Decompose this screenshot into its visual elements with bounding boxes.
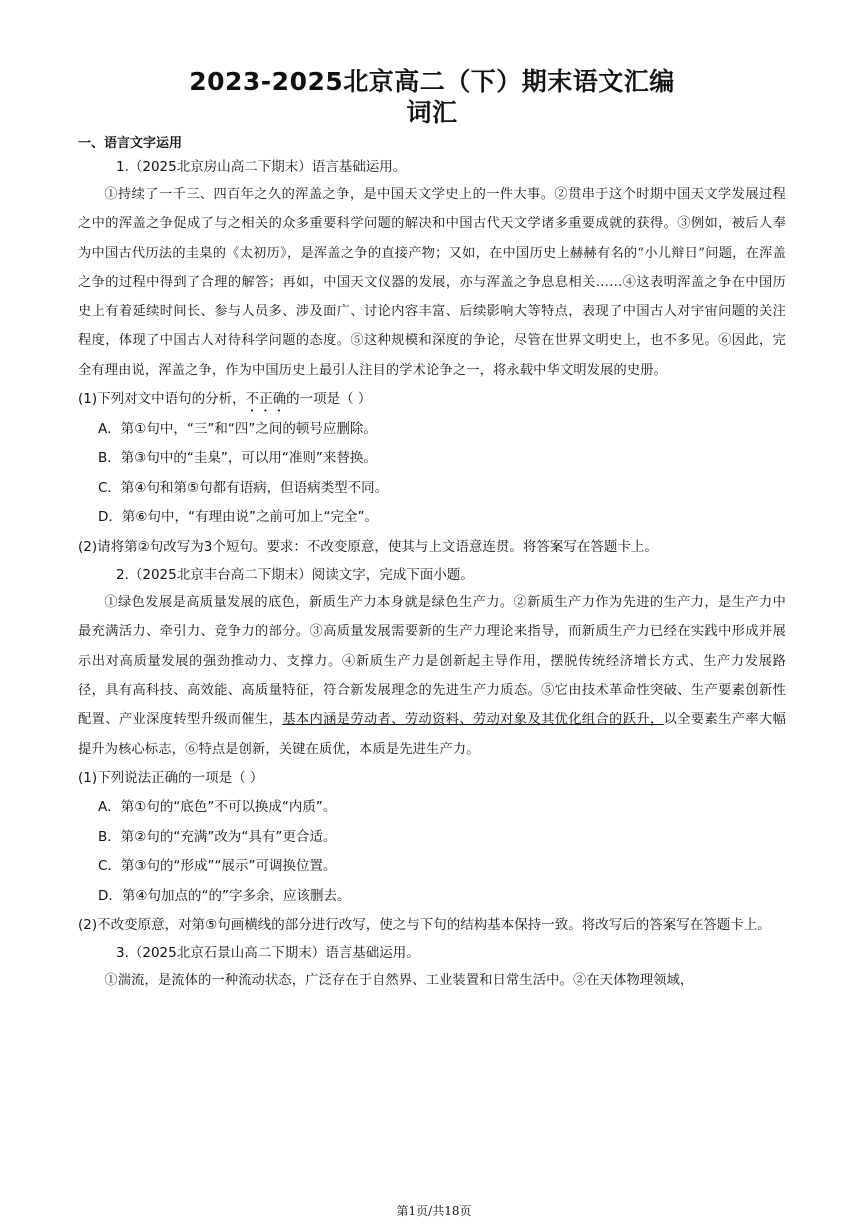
question-1-option-a: A．第①句中，“三”和“四”之间的顿号应删除。	[98, 421, 377, 438]
question-1-sub1	[78, 385, 786, 415]
question-3-head: 3.（2025北京石景山高二下期末）语言基础运用。	[116, 945, 420, 962]
question-1-option-c: C．第④句和第⑤句都有语病，但语病类型不同。	[98, 479, 389, 496]
question-1-head: 1.（2025北京房山高二下期末）语言基础运用。	[116, 159, 407, 175]
question-2-passage	[78, 588, 786, 764]
question-3	[78, 942, 786, 995]
question-1-sub2: (2)请将第②句改写为3个短句。要求：不改变原意，使其与上文语意连贯。将答案写在答题卡上。	[78, 538, 658, 555]
question-2-option-d: D．第④句加点的“的”字多余，应该删去。	[98, 887, 351, 904]
question-2-passage-part-b: 以全要素生产率大幅提升为核心标志，⑥特点是创新，关键在质优，本质是先进生产力。	[78, 712, 786, 757]
question-2-sub2: (2)不改变原意，对第⑤句画横线的部分进行改写，使之与下句的结构基本保持一致。将改写后的答案写在答题卡上。	[78, 916, 771, 933]
document-subtitle: 词汇	[406, 98, 458, 127]
question-1-option-d: D．第⑥句中，“有理由说”之前可加上“完全”。	[98, 509, 378, 526]
question-2-underlined-text: 基本内涵是劳动者、劳动资料、劳动对象及其优化组合的跃升，	[282, 712, 664, 728]
question-1-sub1-emphasis: 不正确	[245, 391, 287, 408]
document-title: 2023-2025北京高二（下）期末语文汇编	[189, 67, 675, 96]
question-2-sub1: (1)下列说法正确的一项是（ ）	[78, 769, 264, 786]
question-1	[78, 156, 786, 562]
question-1-sub1-suffix: 的一项是（ ）	[286, 391, 372, 408]
page-number: 第1页/共18页	[396, 1204, 472, 1218]
question-2-option-c: C．第③句的“形成”“展示”可调换位置。	[98, 858, 337, 875]
section-heading: 一、语言文字运用	[78, 136, 183, 151]
question-2-option-b: B．第②句的“充满”改为“具有”更合适。	[98, 828, 337, 845]
question-1-passage: ①持续了一千三、四百年之久的浑盖之争，是中国天文学史上的一件大事。②贯串于这个时期中国天文学发展过程之中的浑盖之争促成了与之相关的众多重要科学问题的解决和中国古代天文学诸多重要成就的获得。③例如，被后人奉为中国古代历法的圭臬的《太初历》，是浑盖之争的直接产物；又如，在中国历史上赫赫有名的“小儿辩日”问题，在浑盖之争的过程中得到了合理的解答；再如，中国天文仪器的发展，亦与浑盖之争息息相关……④这表明浑盖之争在中国历史上有着延续时间长、参与人员多、涉及面广、讨论内容丰富、后续影响大等特点，表现了中国古人对宇宙问题的关注程度，体现了中国古人对待科学问题的态度。⑤这种规模和深度的争论，尽管在世界文明史上，也不多见。⑥因此，完全有理由说，浑盖之争，作为中国历史上最引人注目的学术论争之一，将永载中华文明发展的史册。	[78, 187, 786, 378]
question-2	[78, 564, 786, 940]
question-2-head: 2.（2025北京丰台高二下期末）阅读文字，完成下面小题。	[116, 567, 474, 584]
question-3-passage: ①湍流，是流体的一种流动状态，广泛存在于自然界、工业装置和日常生活中。②在天体物理领域，	[104, 973, 694, 989]
question-2-option-a: A．第①句的“底色”不可以换成“内质”。	[98, 799, 337, 816]
question-1-sub1-prefix: (1)下列对文中语句的分析，	[78, 391, 246, 408]
question-2-passage-part-a: ①绿色发展是高质量发展的底色，新质生产力本身就是绿色生产力。②新质生产力作为先进的生产力，是生产力中最充满活力、牵引力、竞争力的部分。③高质量发展需要新的生产力理论来指导，而新质生产力已经在实践中形成并展示出对高质量发展的强劲推动力、支撑力。④新质生产力是创新起主导作用，摆脱传统经济增长方式、生产力发展路径，具有高科技、高效能、高质量特征，符合新发展理念的先进生产力质态。⑤它由技术革命性突破、生产要素创新性配置、产业深度转型升级而催生，	[78, 595, 786, 728]
question-1-option-b: B．第③句中的“圭臬”，可以用“准则”来替换。	[98, 450, 377, 467]
